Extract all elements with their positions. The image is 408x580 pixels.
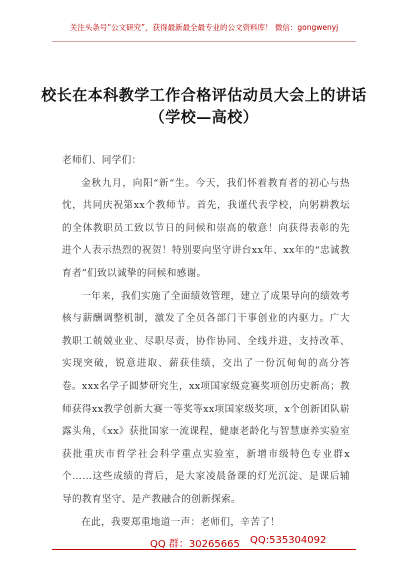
header-divider	[52, 41, 356, 42]
document-title: 校长在本科教学工作合格评估动员大会上的讲话	[41, 86, 367, 104]
qq-contact-number: QQ:535304092	[250, 535, 327, 546]
document-body	[62, 150, 350, 534]
document-subtitle: （学校—高校）	[149, 108, 259, 126]
paragraph-closing: 在此，我要郑重地道一声：老师们，辛苦了！	[81, 516, 281, 528]
salutation: 老师们、同学们：	[62, 155, 142, 166]
paragraph-opening: 金秋九月，向阳“新“生。今天，我们怀着教育者的初心与热忱，共同庆祝第xx个教师节。首先，我谨代表学校，向躬耕教坛的全体教职员工致以节日的问候和崇高的敬意！向获得表彰的先进个人表示热烈的祝贺！特别要向坚守讲台xx年、xx年的“忠诚教育者”们致以诚挚的问候和感谢。	[62, 177, 350, 279]
paragraph-achievements: 一年来，我们实施了全面绩效管理，建立了成果导向的绩效考核与薪酬调整机制，激发了全员各部门干事创业的内驱力。广大教职工兢兢业业、尽职尽责，协作协同、全线并进，支持改革、实现突破，锐意进取、薪获佳绩，交出了一份沉甸甸的高分答卷。xxx名学子圆梦研究生，xx项国家级竞赛奖项创历史新高；教师获得xx教学创新大赛一等奖等xx项国家级奖项，x个创新团队崭露头角，《xx》获批国家一流课程，健康老龄化与智慧康养实验室获批重庆市哲学社会科学重点实验室，新增市级特色专业群x个……这些成绩的背后，是大家凌晨备课的灯光沉淀、是课后辅导的教育坚守、是产教融合的创新探索。	[62, 290, 350, 505]
footer-divider	[52, 549, 356, 550]
header-banner: 关注头条号“公文研究”，获得最新最全最专业的公文资料库！ 微信：gongwenyj	[69, 23, 339, 32]
qq-group-number: QQ 群：30265665	[150, 539, 240, 550]
